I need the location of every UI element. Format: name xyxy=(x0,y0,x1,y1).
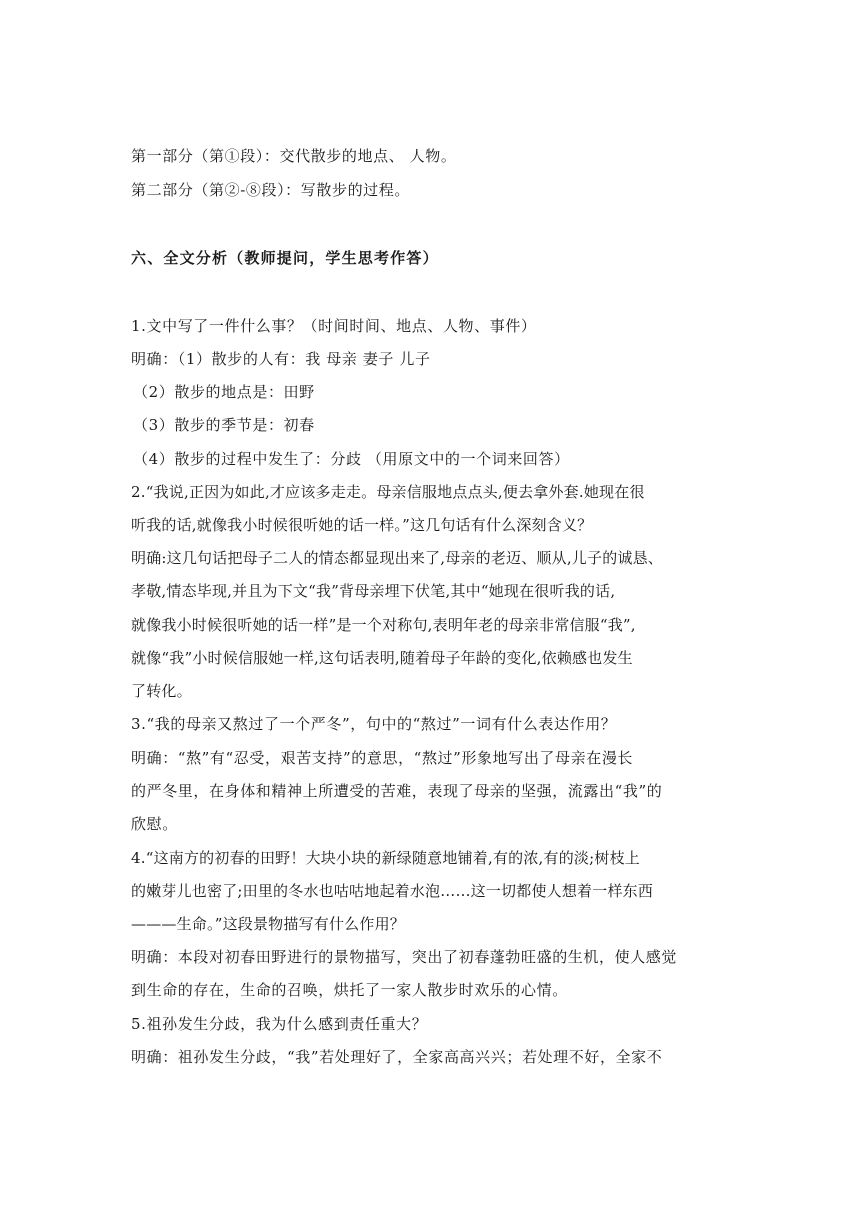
question-5: 5.祖孙发生分歧，我为什么感到责任重大？ xyxy=(131,1015,428,1033)
answer-4-line-1: 明确：本段对初春田野进行的景物描写，突出了初春蓬勃旺盛的生机，使人感觉 xyxy=(131,948,678,966)
answer-3-line-2: 的严冬里，在身体和精神上所遭受的苦难，表现了母亲的坚强，流露出“我”的 xyxy=(131,782,663,800)
answer-2-line-1: 明确:这几句话把母子二人的情态都显现出来了,母亲的老迈、顺从,儿子的诚恳、 xyxy=(131,549,663,567)
answer-1-intro: 明确：（1）散步的人有：我 母亲 妻子 儿子 xyxy=(131,350,431,368)
answer-1-item-3: （3）散步的季节是：初春 xyxy=(133,416,315,434)
answer-5-line-1: 明确：祖孙发生分歧，“我”若处理好了，全家高高兴兴；若处理不好，全家不 xyxy=(131,1048,663,1066)
question-1: 1.文中写了一件什么事？（时间时间、地点、人物、事件） xyxy=(131,317,537,335)
question-4-line-2: 的嫩芽儿也密了;田里的冬水也咕咕地起着水泡……这一切都使人想着一样东西 xyxy=(131,882,654,900)
answer-1-item-2: （2）散步的地点是：田野 xyxy=(133,383,315,401)
answer-1-item-4: （4）散步的过程中发生了：分歧 （用原文中的一个词来回答） xyxy=(133,450,570,468)
question-2-line-1: 2.“我说,正因为如此,才应该多走走。母亲信服地点点头,便去拿外套.她现在很 xyxy=(131,483,645,501)
section-heading-analysis: 六、全文分析（教师提问，学生思考作答） xyxy=(131,249,439,267)
answer-3-line-3: 欣慰。 xyxy=(131,815,178,833)
answer-2-line-2: 孝敬,情态毕现,并且为下文“我”背母亲埋下伏笔,其中“她现在很听我的话, xyxy=(131,582,616,600)
question-4-line-1: 4.“这南方的初春的田野！大块小块的新绿随意地铺着,有的浓,有的淡;树枝上 xyxy=(131,849,640,867)
structure-part-2: 第二部分（第②-⑧段）：写散步的过程。 xyxy=(131,181,410,199)
answer-3-line-1: 明确：“熬”有“忍受，艰苦支持”的意思，“熬过”形象地写出了母亲在漫长 xyxy=(131,749,634,767)
question-4-line-3: ———生命。”这段景物描写有什么作用？ xyxy=(131,915,405,933)
answer-2-line-3: 就像我小时候很听她的话一样”是一个对称句,表明年老的母亲非常信服“我”, xyxy=(131,616,636,634)
answer-4-line-2: 到生命的存在，生命的召唤，烘托了一家人散步时欢乐的心情。 xyxy=(131,981,568,999)
structure-part-1: 第一部分（第①段）：交代散步的地点、 人物。 xyxy=(131,147,457,165)
question-2-line-2: 听我的话,就像我小时候很听她的话一样。”这几句话有什么深刻含义？ xyxy=(131,516,593,534)
question-3: 3.“我的母亲又熬过了一个严冬”，句中的“熬过”一词有什么表达作用？ xyxy=(131,715,617,733)
answer-2-line-4: 就像“我”小时候信服她一样,这句话表明,随着母子年龄的变化,依赖感也发生 xyxy=(131,649,633,667)
answer-2-line-5: 了转化。 xyxy=(131,682,192,700)
